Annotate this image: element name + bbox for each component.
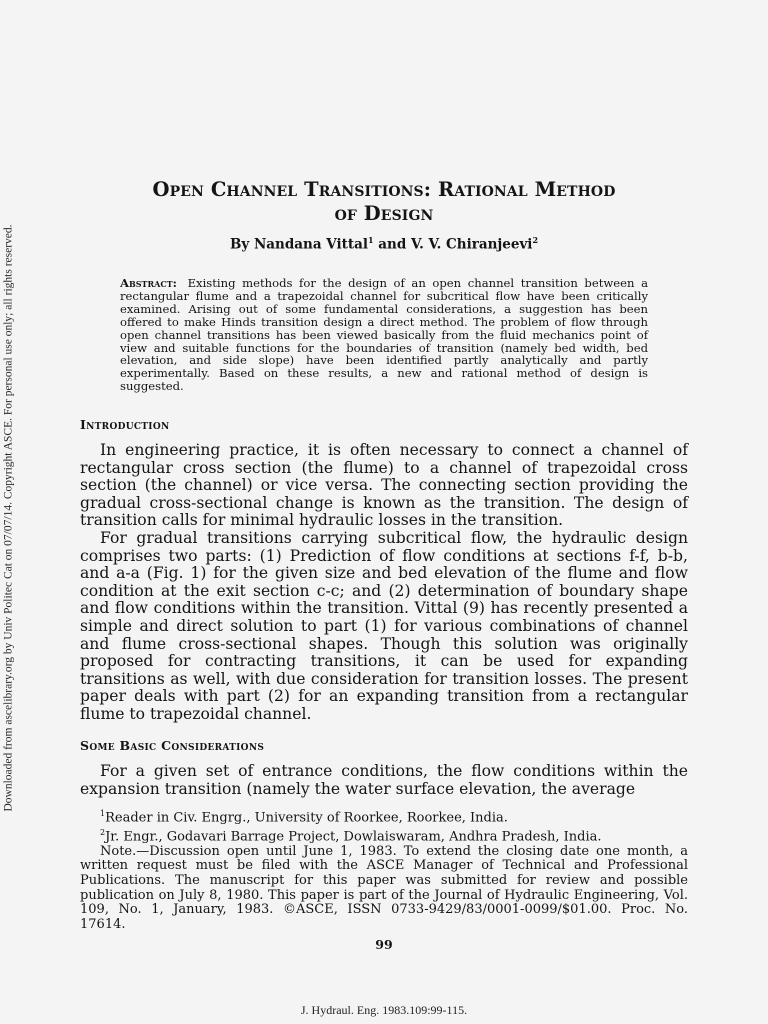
footnote-2: [80, 826, 688, 845]
footnotes: [80, 807, 688, 932]
footnote-1-mark: 1: [100, 809, 106, 818]
paragraph: For a given set of entrance conditions, the flow conditions within the expansion transition (namely the water surface elevation, the average: [80, 762, 688, 798]
abstract-label: Abstract:: [120, 276, 177, 290]
author-2: and V. V. Chiranjeevi: [373, 236, 533, 253]
page-number: 99: [375, 937, 393, 952]
footnote-1-text: Reader in Civ. Engrg., University of Roorkee, Roorkee, India.: [105, 810, 508, 826]
author-1: By Nandana Vittal: [229, 236, 369, 253]
author-1-footnote-mark: 1: [368, 235, 374, 245]
abstract: [120, 277, 648, 393]
author-line: [100, 235, 668, 253]
section-heading-introduction: Introduction: [80, 417, 170, 432]
paper-title: [100, 178, 668, 226]
section-heading-basic-considerations: Some Basic Considerations: [80, 738, 265, 753]
footnote-2-mark: 2: [100, 827, 106, 837]
citation-footer: J. Hydraul. Eng. 1983.109:99-115.: [300, 1003, 468, 1017]
paper-title-line-1: Open Channel Transitions: Rational Method: [152, 178, 616, 201]
introduction-body: [80, 442, 688, 724]
footnote-1: [80, 807, 688, 826]
abstract-text: Existing methods for the design of an open channel transition between a rectangular flume and a trapezoidal channel for subcritical flow have been critically examined. Arising out of some fundamental considerations, a suggestion has been offered to make Hinds transition design a direct method. The problem of flow through open channel transitions has been viewed basically from the fluid mechanics point of view and suitable functions for the boundaries of transition (namely bed width, bed elevation, and side slope) have been identified partly analytically and partly experimentally. Based on these results, a new and rational method of design is suggested.: [120, 276, 648, 394]
paragraph: For gradual transitions carrying subcritical flow, the hydraulic design comprises two parts: (1) Prediction of flow conditions at sections f-f, b-b, and a-a (Fig. 1) for the given size and bed elevation of the flume and flow condition at the exit section c-c; and (2) determination of boundary shape and flow conditions within the transition. Vittal (9) has recently presented a simple and direct solution to part (1) for various combinations of channel and flume cross-sectional shapes. Though this solution was originally proposed for contracting transitions, it can be used for expanding transitions as well, with due consideration for transition losses. The present paper deals with part (2) for an expanding transition from a rectangular flume to trapezoidal channel.: [80, 528, 688, 723]
author-2-footnote-mark: 2: [532, 235, 539, 245]
footnote-2-text: Jr. Engr., Godavari Barrage Project, Dowlaiswaram, Andhra Pradesh, India.: [105, 829, 602, 845]
download-watermark-text: Downloaded from ascelibrary.org by Univ Politec Cat on 07/07/14. Copyright ASCE. For personal use only; all rights reserved.: [3, 223, 15, 812]
download-watermark: [1, 185, 17, 850]
discussion-note: Note.—Discussion open until June 1, 1983. To extend the closing date one month, a written request must be filed with the ASCE Manager of Technical and Professional Publications. The manuscript for this paper was submitted for review and possible publication on July 8, 1980. This paper is part of the Journal of Hydraulic Engineering, Vol. 109, No. 1, January, 1983. ©ASCE, ISSN 0733-9429/83/0001-0099/$01.00. Proc. No. 17614.: [80, 843, 688, 932]
paper-title-line-2: of Design: [334, 202, 434, 225]
basic-considerations-body: [80, 763, 688, 798]
paragraph: In engineering practice, it is often necessary to connect a channel of rectangular cross section (the flume) to a channel of trapezoidal cross section (the channel) or vice versa. The connecting section providing the gradual cross-sectional change is known as the transition. The design of transition calls for minimal hydraulic losses in the transition.: [80, 441, 688, 530]
